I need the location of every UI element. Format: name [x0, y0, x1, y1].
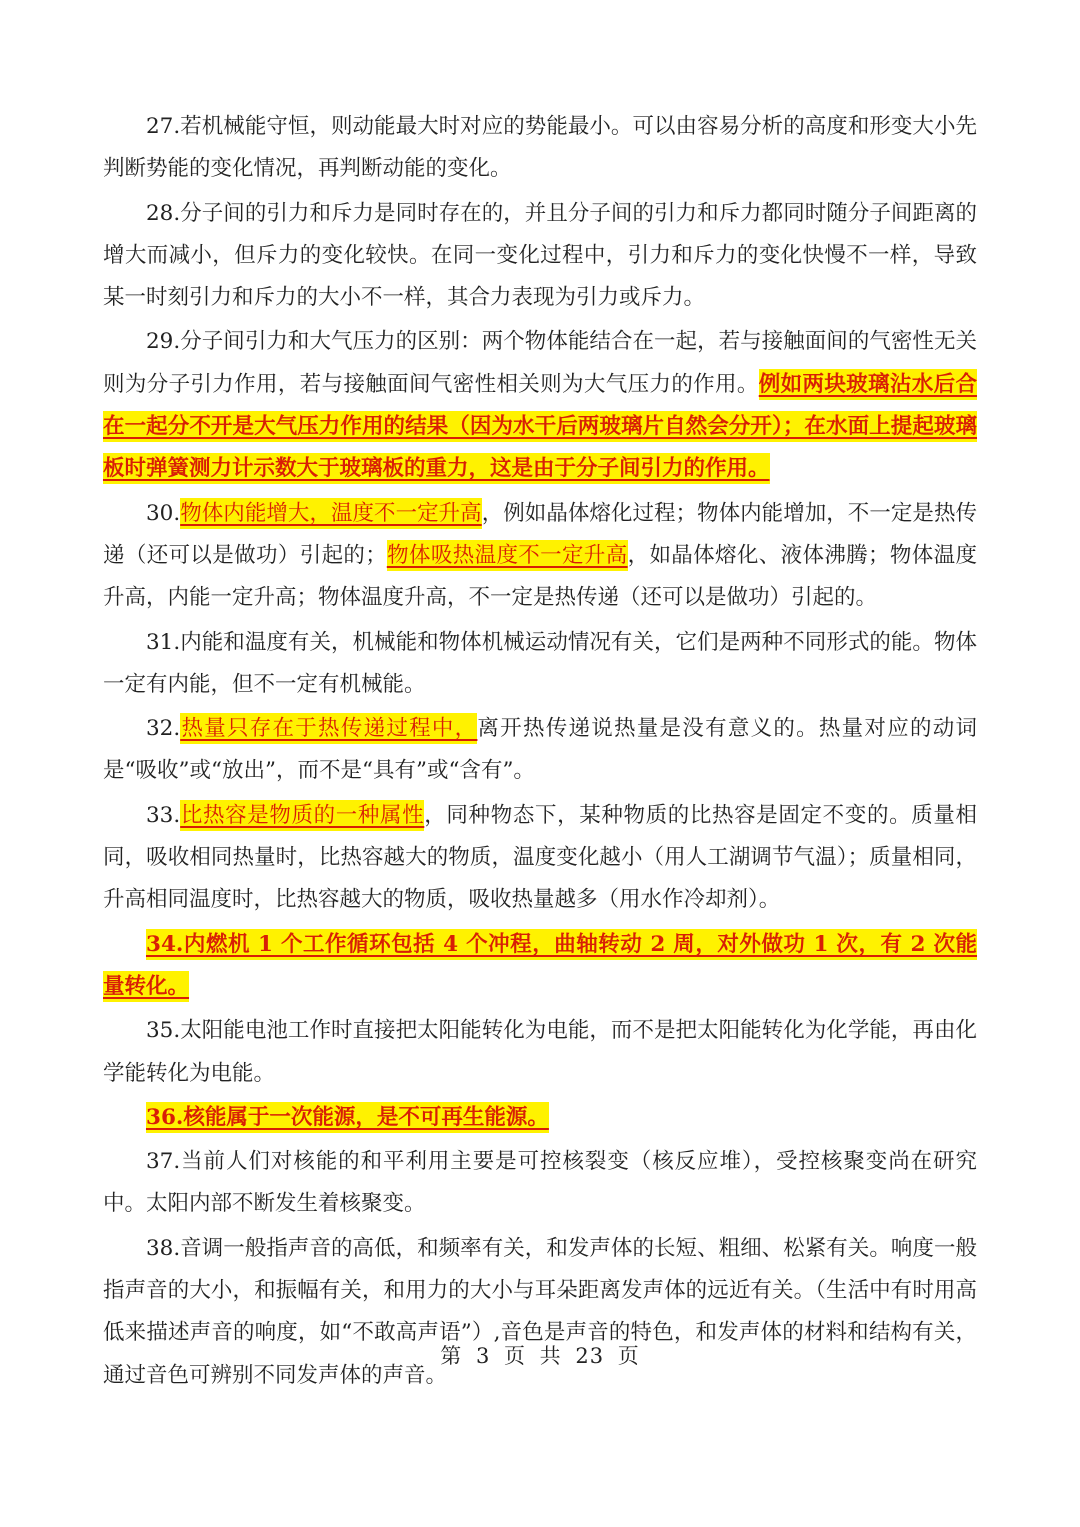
body-text: 31.内能和温度有关，机械能和物体机械运动情况有关，它们是两种不同形式的能。物体一定有内能，但不一定有机械能。 — [103, 629, 977, 697]
paragraph-36 — [103, 1097, 977, 1139]
paragraph-34 — [103, 924, 977, 1009]
body-text: 37.当前人们对核能的和平利用主要是可控核裂变（核反应堆），受控核聚变尚在研究中。太阳内部不断发生着核聚变。 — [103, 1149, 977, 1217]
paragraph-28 — [103, 193, 977, 320]
paragraph-29 — [103, 321, 977, 490]
paragraph-35 — [103, 1010, 977, 1095]
body-text: ，例如晶体熔化过程；物体内能增加，不一定是热传递（还可以是做功）引起的； — [103, 500, 977, 568]
body-text: 离开热传递说热量是没有意义的。热量对应的动词是“吸收”或“放出”，而不是“具有”或“含有”。 — [103, 716, 977, 784]
highlighted-text: 物体吸热温度不一定升高 — [387, 540, 628, 571]
highlighted-text: 热量只存在于热传递过程中， — [180, 713, 477, 744]
highlighted-text: 36.核能属于一次能源，是不可再生能源。 — [146, 1102, 549, 1133]
paragraph-31 — [103, 622, 977, 707]
paragraph-38 — [103, 1228, 977, 1397]
body-text: 38.音调一般指声音的高低，和频率有关，和发声体的长短、粗细、松紧有关。响度一般指声音的大小，和振幅有关，和用力的大小与耳朵距离发声体的远近有关。（生活中有时用高低来描述声音的响度，如“不敢高声语”）,音色是声音的特色，和发声体的材料和结构有关，通过音色可辨别不同发声体的声音。 — [103, 1235, 977, 1388]
paragraph-37 — [103, 1141, 977, 1226]
body-text: 29.分子间引力和大气压力的区别：两个物体能结合在一起，若与接触面间的气密性无关则为分子引力作用，若与接触面间气密性相关则为大气压力的作用。 — [103, 329, 977, 397]
paragraph-30 — [103, 493, 977, 620]
highlighted-text: 例如两块玻璃沾水后合在一起分不开是大气压力作用的结果（因为水干后两玻璃片自然会分开）；在水面上提起玻璃板时弹簧测力计示数大于玻璃板的重力，这是由于分子间引力的作用。 — [103, 369, 977, 485]
highlighted-text: 比热容是物质的一种属性 — [180, 800, 424, 831]
paragraph-33 — [103, 795, 977, 922]
body-text: 33. — [146, 802, 181, 828]
document-body — [103, 106, 977, 1397]
page-footer: 第 3 页 共 23 页 — [440, 1344, 640, 1368]
body-text: ，如晶体熔化、液体沸腾；物体温度升高，内能一定升高；物体温度升高，不一定是热传递（还可以是做功）引起的。 — [103, 542, 977, 611]
body-text: 27.若机械能守恒，则动能最大时对应的势能最小。可以由容易分析的高度和形变大小先判断势能的变化情况，再判断动能的变化。 — [103, 114, 977, 182]
highlighted-text: 物体内能增大，温度不一定升高 — [180, 498, 482, 529]
body-text: 32. — [146, 716, 181, 742]
body-text: 28.分子间的引力和斥力是同时存在的，并且分子间的引力和斥力都同时随分子间距离的增大而减小，但斥力的变化较快。在同一变化过程中，引力和斥力的变化快慢不一样，导致某一时刻引力和斥力的大小不一样，其合力表现为引力或斥力。 — [103, 200, 977, 311]
body-text: 30. — [146, 500, 181, 526]
body-text: ，同种物态下，某种物质的比热容是固定不变的。质量相同，吸收相同热量时，比热容越大的物质，温度变化越小（用人工湖调节气温）；质量相同，升高相同温度时，比热容越大的物质，吸收热量越多（用水作冷却剂）。 — [103, 802, 977, 913]
highlighted-text: 34.内燃机 1 个工作循环包括 4 个冲程，曲轴转动 2 周，对外做功 1 次，有 2 次能量转化。 — [103, 929, 977, 1002]
paragraph-32 — [103, 708, 977, 793]
body-text: 35.太阳能电池工作时直接把太阳能转化为电能，而不是把太阳能转化为化学能，再由化学能转化为电能。 — [103, 1018, 977, 1086]
paragraph-27 — [103, 106, 977, 191]
